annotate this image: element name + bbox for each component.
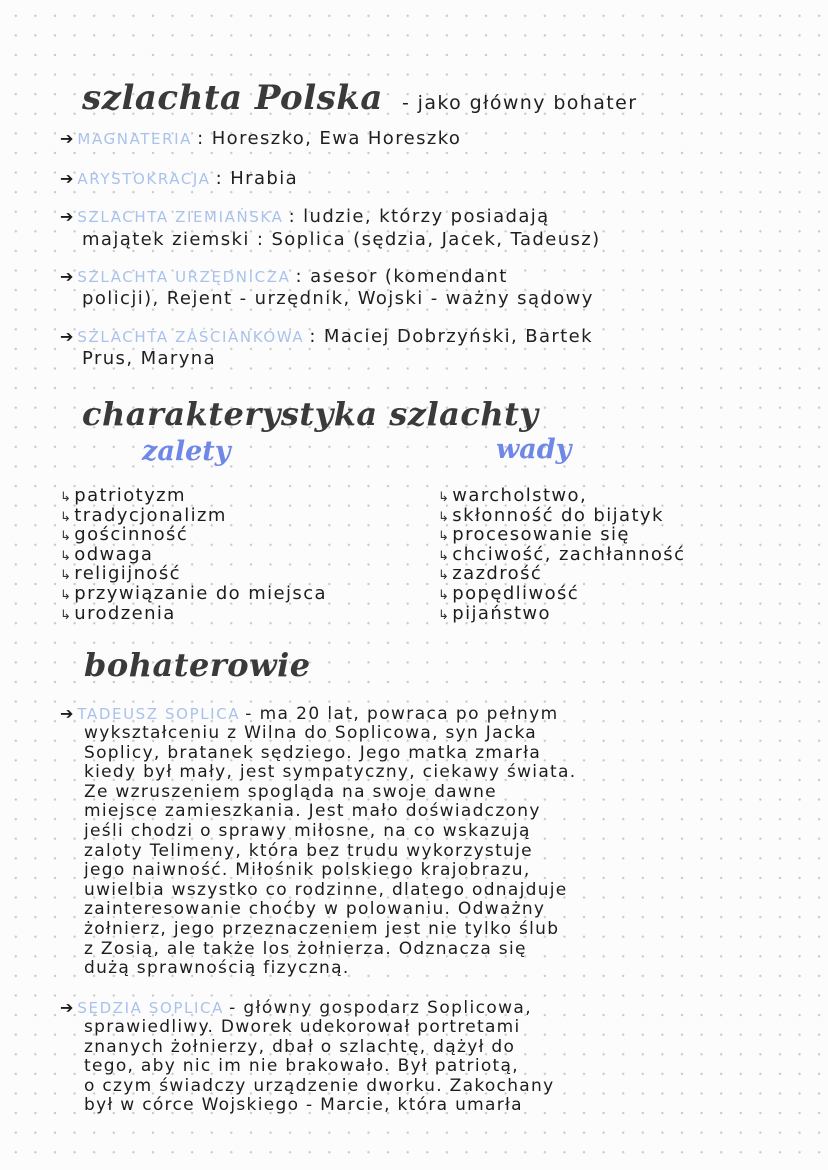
arrow-icon: ➔ [60,207,74,226]
class-item [60,128,461,149]
class-text: : Hrabia [215,168,299,189]
hero-name: SĘDZIA SOPLICA [77,999,224,1017]
text-line: uwielbia wszystko co rodzinne, dlatego odnajduje [84,879,568,900]
class-text: : Horeszko, Ewa Horeszko [197,128,462,149]
text-line: o czym świadczy urządzenie dworku. Zakochany [84,1075,555,1096]
list-item: ↳ popędliwość [438,582,580,604]
bullet-arrow-icon: ↳ [438,587,451,603]
arrow-icon: ➔ [60,998,74,1017]
class-text-cont: majątek ziemski : Soplica (sędzia, Jacek, Tadeusz) [82,229,601,250]
text-line: żołnierz, jego przeznaczeniem jest nie tylko ślub [84,918,560,939]
hero-text: - główny gospodarz Soplicowa, [229,998,533,1018]
list-item: ↳ gościnność [60,524,189,546]
bullet-arrow-icon: ↳ [60,568,73,584]
list-item: ↳ procesowanie się [438,524,630,546]
bullet-arrow-icon: ↳ [60,490,73,505]
heroes-title: bohaterowie [84,646,311,684]
class-label: MAGNATERIA [77,130,193,148]
hero-name: TADEUSZ SOPLICA [77,705,241,723]
bullet-arrow-icon: ↳ [60,529,73,545]
class-text: : asesor (komendant [295,266,508,287]
hero-text: - ma 20 lat, powraca po pełnym [245,704,559,724]
page-title-row [82,78,637,118]
text-line: dużą sprawnością fizyczną. [84,958,350,979]
text-line: z Zosią, ale także los żołnierza. Odznacza się [84,938,527,959]
list-item: ↳ tradycjonalizm [60,504,227,526]
arrow-icon: ➔ [60,267,74,286]
bullet-arrow-icon: ↳ [438,568,451,584]
list-item: ↳ religijność [60,563,181,585]
hero-sedzia [60,998,532,1018]
page-title: szlachta Polska [82,78,383,118]
list-item: ↳ warcholstwo, [438,485,588,506]
bullet-arrow-icon: ↳ [60,548,73,564]
text-line: kiedy był mały, jest sympatyczny, ciekawy świata. [84,762,577,783]
arrow-icon: ➔ [60,169,74,188]
list-item: ↳ pijaństwo [438,602,551,624]
bullet-arrow-icon: ↳ [60,587,73,603]
bullet-arrow-icon: ↳ [438,548,451,564]
class-label: SZLACHTA ZIEMIAŃSKA [77,208,284,226]
bullet-arrow-icon: ↳ [438,529,451,545]
text-line: tego, aby nic im nie brakowało. Był patriotą, [84,1056,519,1077]
list-item: ↳ urodzenia [60,602,176,624]
list-item: ↳ patriotyzm [60,485,186,506]
text-line: Ze wzruszeniem spogląda na swoje dawne [84,781,497,802]
class-item [60,266,508,287]
text-line: sprawiedliwy. Dworek udekorował portretami [84,1017,521,1037]
bullet-arrow-icon: ↳ [60,607,73,623]
class-item [60,168,298,189]
pros-list [60,486,327,623]
text-line: wykształceniu z Wilna do Soplicowa, syn Jacka [84,723,538,743]
arrow-icon: ➔ [60,327,74,346]
cons-title: wady [496,434,572,465]
page-subtitle: - jako główny bohater [401,92,638,114]
arrow-icon: ➔ [60,129,74,148]
list-item: ↳ zazdrość [438,563,543,585]
pros-title: zalety [142,436,231,467]
text-line: Soplicy, bratanek sędziego. Jego matka zmarła [84,742,542,763]
bullet-arrow-icon: ↳ [60,509,73,525]
hero-sedzia-body [84,1018,554,1116]
class-item [60,206,550,227]
text-line: zainteresowanie choćby w polowaniu. Odważny [84,899,546,920]
list-item: ↳ odwaga [60,543,154,565]
hero-tadeusz [60,704,559,724]
text-line: jego naiwność. Miłośnik polskiego krajobrazu, [84,860,531,881]
class-label: SZLACHTA ZAŚCIANKOWA [77,328,305,346]
class-item [60,326,593,347]
class-label: SZLACHTA URZĘDNICZA [77,268,291,286]
list-item: ↳ przywiązanie do miejsca [60,582,327,604]
list-item: ↳ skłonność do bijatyk [438,504,664,526]
class-label: ARYSTOKRACJA [77,170,211,188]
bullet-arrow-icon: ↳ [438,607,451,623]
class-text: : ludzie, którzy posiadają [288,206,550,227]
list-item: ↳ chciwość, zachłanność [438,543,686,565]
bullet-arrow-icon: ↳ [438,490,451,505]
cons-list [438,486,685,623]
text-line: był w córce Wojskiego - Marcie, która umarła [84,1095,523,1116]
text-line: zaloty Telimeny, która bez trudu wykorzystuje [84,840,533,861]
arrow-icon: ➔ [60,704,74,723]
text-line: jeśli chodzi o sprawy miłosne, na co wskazują [84,820,531,841]
class-text-cont: policji), Rejent - urzędnik, Wojski - ważny sądowy [82,288,594,309]
text-line: miejsce zamieszkania. Jest mało doświadczony [84,801,541,822]
hero-tadeusz-body [84,724,576,979]
bullet-arrow-icon: ↳ [438,509,451,525]
text-line: znanych żołnierzy, dbał o szlachtę, dążył do [84,1036,516,1057]
characteristics-title: charakterystyka szlachty [82,395,539,433]
class-text: : Maciej Dobrzyński, Bartek [309,326,593,347]
class-text-cont: Prus, Maryna [82,348,217,369]
